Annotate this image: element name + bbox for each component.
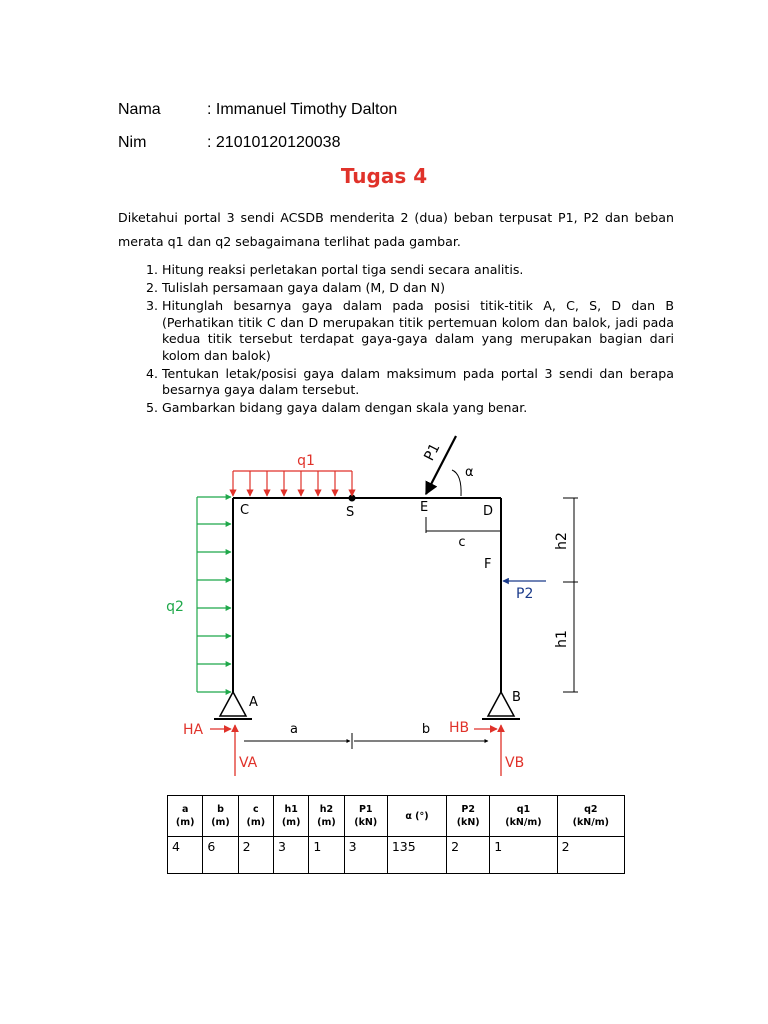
task-item-3: 3. Hitunglah besarnya gaya dalam pada posisi titik-titik A, C, S, D dan B (Perhatikan titik C dan D merupakan titik pertemuan kolom dan balok, jadi pada kedua titik tersebut terdapat gaya-gaya dalam yang merupakan bagian dari kolom dan balok)	[162, 298, 674, 364]
label-point-a: A	[249, 695, 258, 710]
header-q1: q1 (kN/m)	[490, 796, 557, 837]
cell-c: 2	[238, 837, 273, 874]
label-p1: P1	[421, 440, 444, 464]
nama-label: Nama	[118, 101, 161, 118]
task-item-1: 1. Hitung reaksi perletakan portal tiga sendi secara analitis.	[162, 262, 674, 279]
header-b: b (m)	[203, 796, 238, 837]
label-p2: P2	[516, 586, 534, 602]
label-point-e: E	[420, 500, 429, 515]
label-hb: HB	[449, 720, 470, 736]
cell-h1: 3	[273, 837, 308, 874]
task-item-4: 4. Tentukan letak/posisi gaya dalam maksimum pada portal 3 sendi dan berapa besarnya gaya dalam tersebut.	[162, 366, 674, 399]
label-va: VA	[239, 755, 258, 771]
portal-frame	[233, 495, 501, 693]
label-point-c: C	[240, 503, 250, 518]
table-row	[168, 837, 625, 874]
header-h2: h2 (m)	[309, 796, 344, 837]
label-c-dim: c	[458, 535, 466, 550]
label-b-dim: b	[421, 722, 431, 737]
label-h1: h1	[554, 630, 570, 648]
header-alpha: α (°)	[387, 796, 446, 837]
angle-alpha-arc	[452, 470, 461, 496]
label-alpha: α	[465, 465, 474, 480]
label-h2: h2	[554, 532, 570, 550]
header-c: c (m)	[238, 796, 273, 837]
support-a	[214, 692, 252, 719]
nim-value: : 21010120120038	[207, 134, 341, 151]
cell-alpha: 135	[387, 837, 446, 874]
label-q2: q2	[166, 599, 184, 615]
label-a-dim: a	[290, 722, 298, 737]
nama-value: : Immanuel Timothy Dalton	[207, 101, 398, 118]
cell-q1: 1	[490, 837, 557, 874]
header-h1: h1 (m)	[273, 796, 308, 837]
label-point-d: D	[483, 504, 494, 519]
cell-b: 6	[203, 837, 238, 874]
task-item-2: 2. Tulislah persamaan gaya dalam (M, D dan N)	[162, 280, 674, 297]
dimension-c	[426, 517, 501, 533]
header-a: a (m)	[168, 796, 203, 837]
header-p2: P2 (kN)	[447, 796, 490, 837]
label-point-b: B	[512, 690, 521, 705]
header-q2: q2 (kN/m)	[557, 796, 624, 837]
label-q1: q1	[297, 453, 315, 469]
dimension-h	[563, 498, 578, 692]
header-p1: P1 (kN)	[344, 796, 387, 837]
intro-text: Diketahui portal 3 sendi ACSDB menderita 2 (dua) beban terpusat P1, P2 dan beban merata q1 dan q2 sebagaimana terlihat pada gambar.	[118, 210, 674, 249]
label-vb: VB	[505, 755, 525, 771]
table-header-row	[168, 796, 625, 837]
label-ha: HA	[183, 722, 204, 738]
cell-p1: 3	[344, 837, 387, 874]
cell-p2: 2	[447, 837, 490, 874]
cell-h2: 1	[309, 837, 344, 874]
page-title: Tugas 4	[340, 164, 428, 188]
cell-q2: 2	[557, 837, 624, 874]
load-q2	[197, 497, 231, 692]
nim-label: Nim	[118, 134, 147, 151]
load-q1	[233, 471, 352, 496]
parameter-table	[167, 795, 625, 874]
label-point-s: S	[346, 505, 355, 520]
cell-a: 4	[168, 837, 203, 874]
label-point-f: F	[484, 557, 492, 572]
task-item-5: 5. Gambarkan bidang gaya dalam dengan skala yang benar.	[162, 400, 674, 417]
